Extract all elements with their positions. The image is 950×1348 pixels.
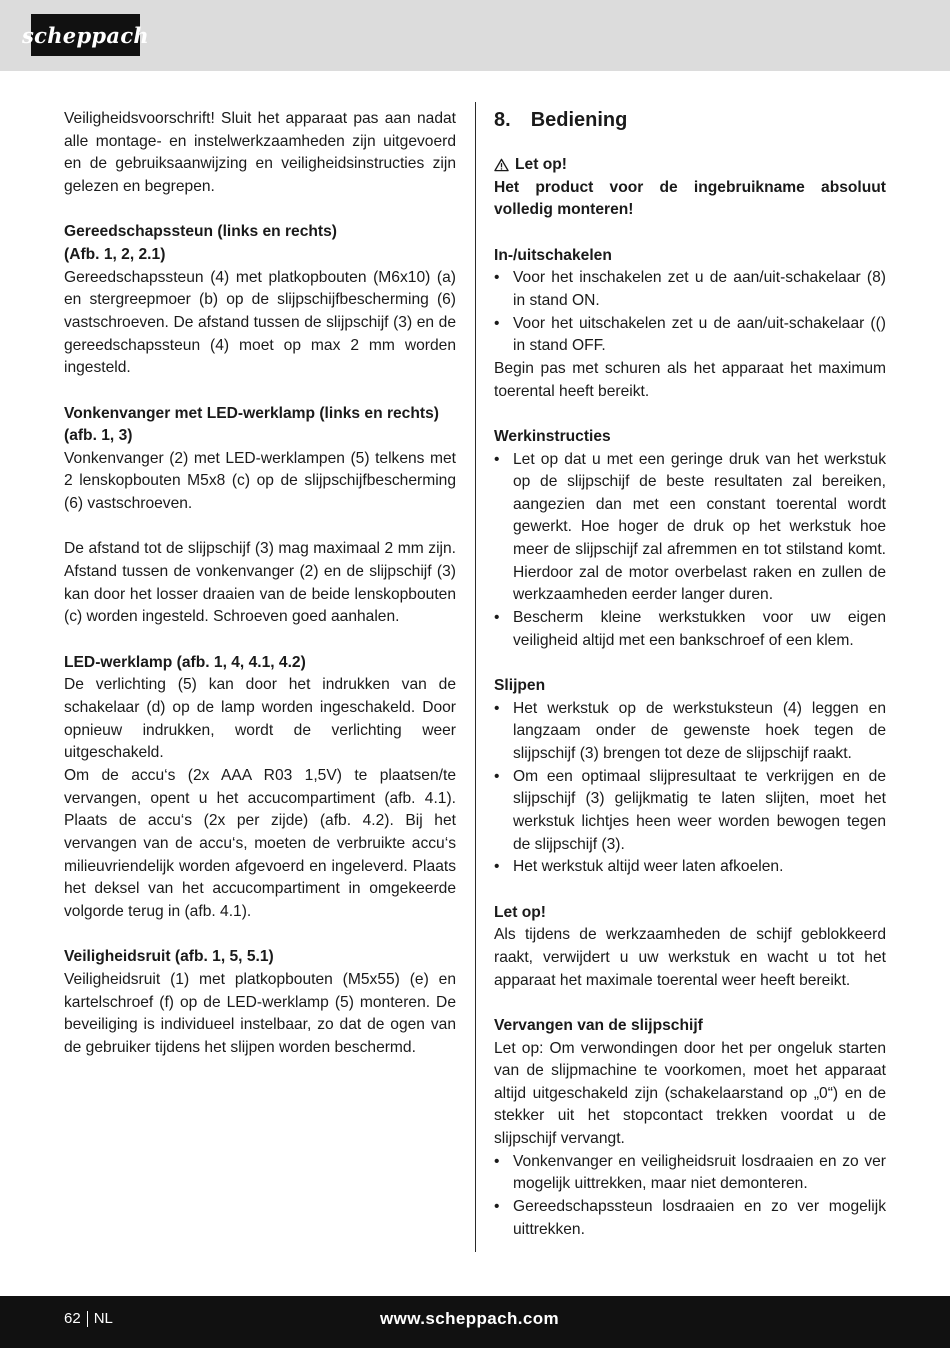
caution-heading: Let op!: [494, 903, 546, 921]
tool-rest-figure-ref: (Afb. 1, 2, 2.1): [64, 245, 166, 263]
section-title-text: Bediening: [530, 109, 628, 131]
list-item: • Om een optimaal slijpresultaat te verkrijgen en de slijpschijf (3) gelijkmatig te laten slijten, moet het werkstuk lichtjes heen weer worden bewogen tegen de slijpschijf (3).: [494, 767, 886, 853]
tool-rest-heading: Gereedschapssteun (links en rechts): [64, 223, 337, 241]
bullet: •: [494, 609, 500, 627]
footer-page-info: [64, 1296, 113, 1348]
grinding-list: [494, 698, 886, 879]
bullet: •: [494, 269, 500, 287]
column-divider: [475, 102, 476, 1252]
section-number: 8.: [494, 109, 511, 131]
warning-text: Het product voor de ingebruikname absoluut volledig monteren!: [494, 178, 886, 219]
list-item: • Het werkstuk op de werkstuksteun (4) leggen en langzaam onder de gewenste hoek tegen de slijpschijf (3) brengen tot deze de slijpschijf raakt.: [494, 699, 886, 763]
page-header: [0, 0, 950, 71]
spark-guard-heading: Vonkenvanger met LED-werklamp (links en rechts): [64, 404, 439, 422]
list-item: • Voor het inschakelen zet u de aan/uit-schakelaar (8) in stand ON.: [494, 269, 886, 309]
warning-label: Let op!: [515, 156, 567, 173]
scheppach-logo: [22, 14, 149, 56]
bullet: •: [494, 450, 500, 468]
grinding-heading: Slijpen: [494, 677, 546, 695]
bullet: •: [494, 1198, 500, 1216]
safety-window-heading: Veiligheidsruit (afb. 1, 5, 5.1): [64, 948, 274, 966]
footer-separator: [87, 1311, 88, 1327]
bullet: •: [494, 699, 500, 717]
on-off-list: [494, 267, 886, 358]
replace-disc-body: Let op: Om verwondingen door het per ongeluk starten van de slijpmachine te voorkomen, moet het apparaat altijd uitgeschakeld zijn (schakelaarstand op „0“) en de stekker uit het stopcontact trekken voordat u de slijpschijf vervangt.: [494, 1039, 886, 1148]
on-off-after-text: Begin pas met schuren als het apparaat het maximum toerental heeft bereikt.: [494, 359, 886, 400]
work-instructions-list: [494, 449, 886, 653]
work-instructions-heading: Werkinstructies: [494, 427, 611, 445]
led-lamp-battery-body: Om de accu‘s (2x AAA R03 1,5V) te plaatsen/te vervangen, opent u het accucompartiment (afb. 4.1). Plaats de accu‘s (2x per zijde) (afb. 4.2). Bij het vervangen van de accu‘s, moeten de verbruikte accu‘s milieuvriendelijk worden afgevoerd en ingeleverd. Plaats het deksel van het accucompartiment in omgekeerde volgorde terug in (afb. 4.1).: [64, 766, 456, 920]
spark-guard-distance-body: De afstand tot de slijpschijf (3) mag maximaal 2 mm zijn. Afstand tussen de vonkenvanger (2) en de slijpschijf (3) kan door het losser draaien van de beide lenskopbouten (c) worden ingesteld. Schroeven goed aanhalen.: [64, 540, 456, 626]
led-lamp-heading: LED-werklamp (afb. 1, 4, 4.1, 4.2): [64, 653, 306, 671]
language-code: NL: [93, 1310, 113, 1327]
page-footer: [0, 1296, 950, 1348]
tool-rest-body: Gereedschapssteun (4) met platkopbouten (M6x10) (a) en stergreepmoer (b) op de slijpschijfbescherming (6) vastschroeven. De afstand tussen de slijpschijf (3) en de gereedschapssteun (4) moet op max 2 mm worden ingesteld.: [64, 268, 456, 377]
warning-triangle-icon: [494, 158, 509, 172]
list-item: • Het werkstuk altijd weer laten afkoelen.: [494, 856, 886, 879]
led-lamp-body: De verlichting (5) kan door het indrukken van de schakelaar (d) op de lamp worden ingeschakeld. Door opnieuw indrukken, wordt de verlichting weer uitgeschakeld.: [64, 676, 456, 762]
bullet: •: [494, 767, 500, 785]
replace-disc-heading: Vervangen van de slijpschijf: [494, 1016, 703, 1034]
safety-window-body: Veiligheidsruit (1) met platkopbouten (M5x55) (e) en kartelschroef (f) op de LED-werklamp (5) monteren. De beveiliging is individueel instelbaar, zo dat de ogen van de gebruiker tijdens het slijpen worden beschermd.: [64, 970, 456, 1056]
intro-paragraph: Veiligheidsvoorschrift! Sluit het apparaat pas aan nadat alle montage- en instelwerkzaamheden zijn uitgevoerd en de gebruiksaanwijzing en veiligheidsinstructies zijn gelezen en begrepen.: [64, 110, 456, 195]
warning-line: [494, 154, 886, 177]
spark-guard-figure-ref: (afb. 1, 3): [64, 427, 133, 445]
list-item: • Gereedschapssteun losdraaien en zo ver mogelijk uittrekken.: [494, 1198, 886, 1238]
bullet: •: [494, 1152, 500, 1170]
logo-text: scheppach: [22, 22, 149, 48]
list-item: • Voor het uitschakelen zet u de aan/uit-schakelaar (() in stand OFF.: [494, 314, 886, 355]
replace-disc-list: [494, 1151, 886, 1242]
section-title: [494, 108, 886, 132]
caution-body: Als tijdens de werkzaamheden de schijf geblokkeerd raakt, verwijdert u uw werkstuk en wacht u tot het apparaat het maximale toerental weer heeft bereikt.: [494, 926, 886, 989]
on-off-heading: In-/uitschakelen: [494, 246, 612, 264]
bullet: •: [494, 314, 500, 332]
right-column: [494, 108, 886, 1241]
footer-website-link[interactable]: www.scheppach.com: [380, 1309, 560, 1328]
left-column: [64, 108, 456, 1059]
list-item: • Vonkenvanger en veiligheidsruit losdraaien en zo ver mogelijk uittrekken, maar niet demonteren.: [494, 1152, 886, 1193]
spark-guard-body: Vonkenvanger (2) met LED-werklampen (5) telkens met 2 lenskopbouten M5x8 (c) op de slijpschijfbescherming (6) vastschroeven.: [64, 449, 456, 513]
bullet: •: [494, 858, 500, 876]
page-number: 62: [64, 1310, 81, 1327]
list-item: • Let op dat u met een geringe druk van het werkstuk op de slijpschijf de beste resultaten zal bereiken, aangezien dan met een constant toerental wordt gewerkt. Hoe hoger de druk op het werkstuk hoe meer de slijpschijf zal afremmen en tot stilstand komt. Hierdoor zal de motor overbelast raken en zullen de werkzaamheden eerder langer duren.: [494, 450, 886, 604]
list-item: • Bescherm kleine werkstukken voor uw eigen veiligheid altijd met een bankschroef of een klem.: [494, 609, 886, 649]
